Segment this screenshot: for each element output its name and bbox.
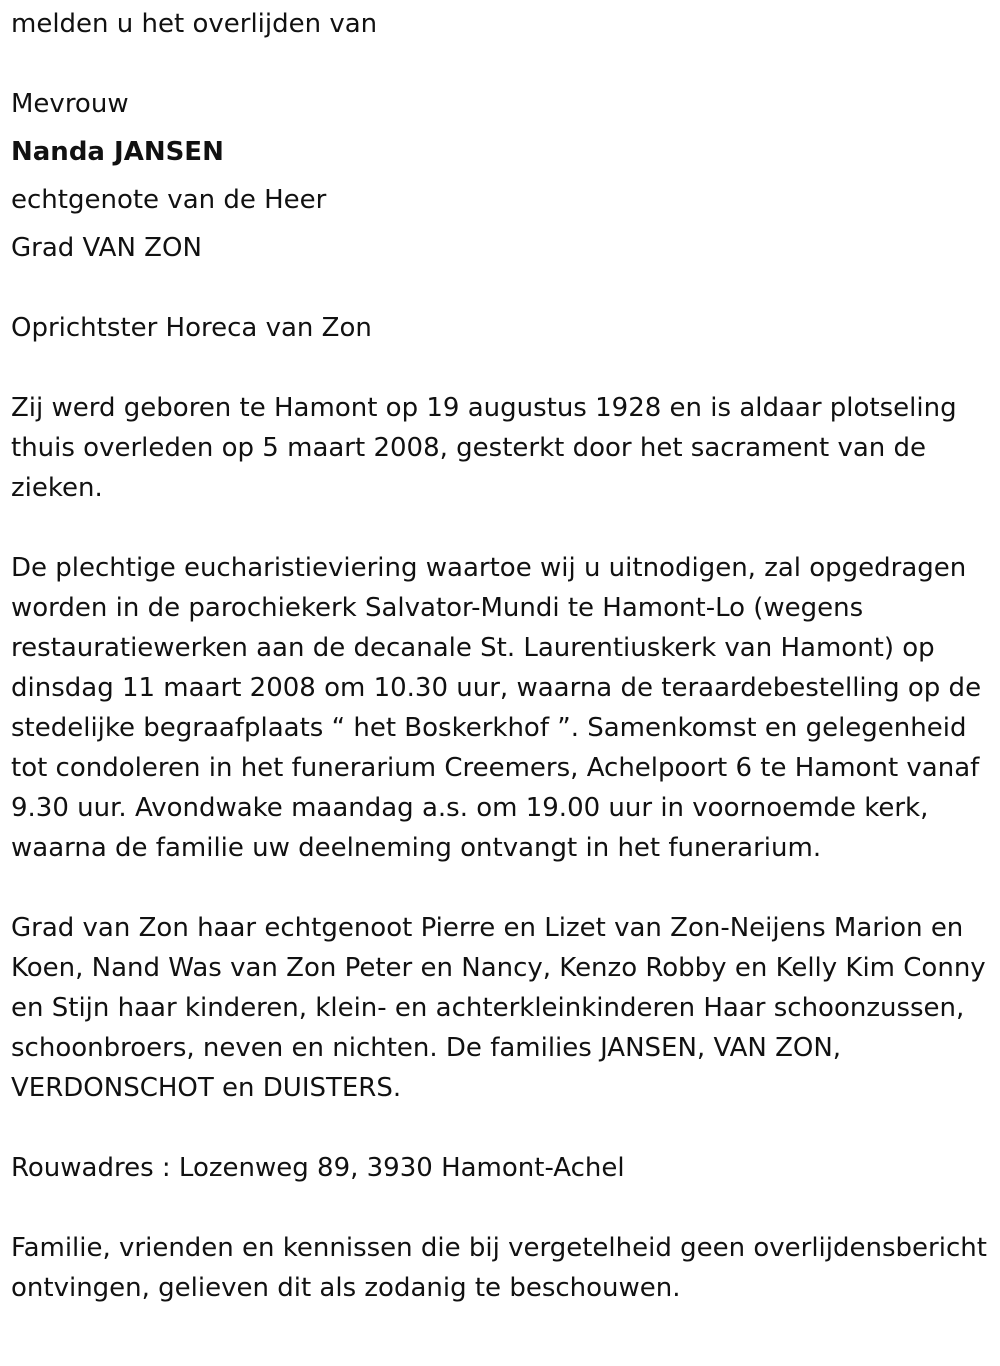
deceased-name: Nanda JANSEN [11,137,224,167]
spouse-label: echtgenote van de Heer [11,185,327,215]
ceremony-paragraph: De plechtige eucharistieviering waartoe wij u uitnodigen, zal opgedragen worden in de parochiekerk Salvator-Mundi te Hamont-Lo (wegens restauratiewerken aan de decanale St. Laurentiuskerk van Hamont) op dinsdag 11 maart 2008 om 10.30 uur, waarna de teraardebestelling op de stedelijke begraafplaats “ het Boskerkhof ”. Samenkomst en gelegenheid tot condoleren in het funerarium Creemers, Achelpoort 6 te Hamont vanaf 9.30 uur. Avondwake maandag a.s. om 19.00 uur in voornoemde kerk, waarna de familie uw deelneming ontvangt in het funerarium. [11,553,982,863]
family-paragraph: Grad van Zon haar echtgenoot Pierre en Lizet van Zon-Neijens Marion en Koen, Nand Was van Zon Peter en Nancy, Kenzo Robby en Kelly Kim Conny en Stijn haar kinderen, klein- en achterkleinkinderen Haar schoonzussen, schoonbroers, neven en nichten. De families JANSEN, VAN ZON, VERDONSCHOT en DUISTERS. [11,913,986,1103]
spacer [11,348,993,388]
closing-paragraph: Familie, vrienden en kennissen die bij vergetelheid geen overlijdensbericht ontvingen, gelieven dit als zodanig te beschouwen. [11,1233,987,1303]
spacer [11,868,993,908]
salutation-text: Mevrouw [11,89,129,119]
spacer [11,1108,993,1148]
role-text: Oprichtster Horeca van Zon [11,313,372,343]
obituary-text [11,4,993,1308]
spacer [11,44,993,84]
address-text: Rouwadres : Lozenweg 89, 3930 Hamont-Achel [11,1153,625,1183]
birth-death-paragraph: Zij werd geboren te Hamont op 19 augustus 1928 en is aldaar plotseling thuis overleden op 5 maart 2008, gesterkt door het sacrament van de zieken. [11,393,957,503]
spouse-name: Grad VAN ZON [11,233,202,263]
spacer [11,508,993,548]
spacer [11,268,993,308]
spacer [11,1188,993,1228]
intro-text: melden u het overlijden van [11,9,378,39]
